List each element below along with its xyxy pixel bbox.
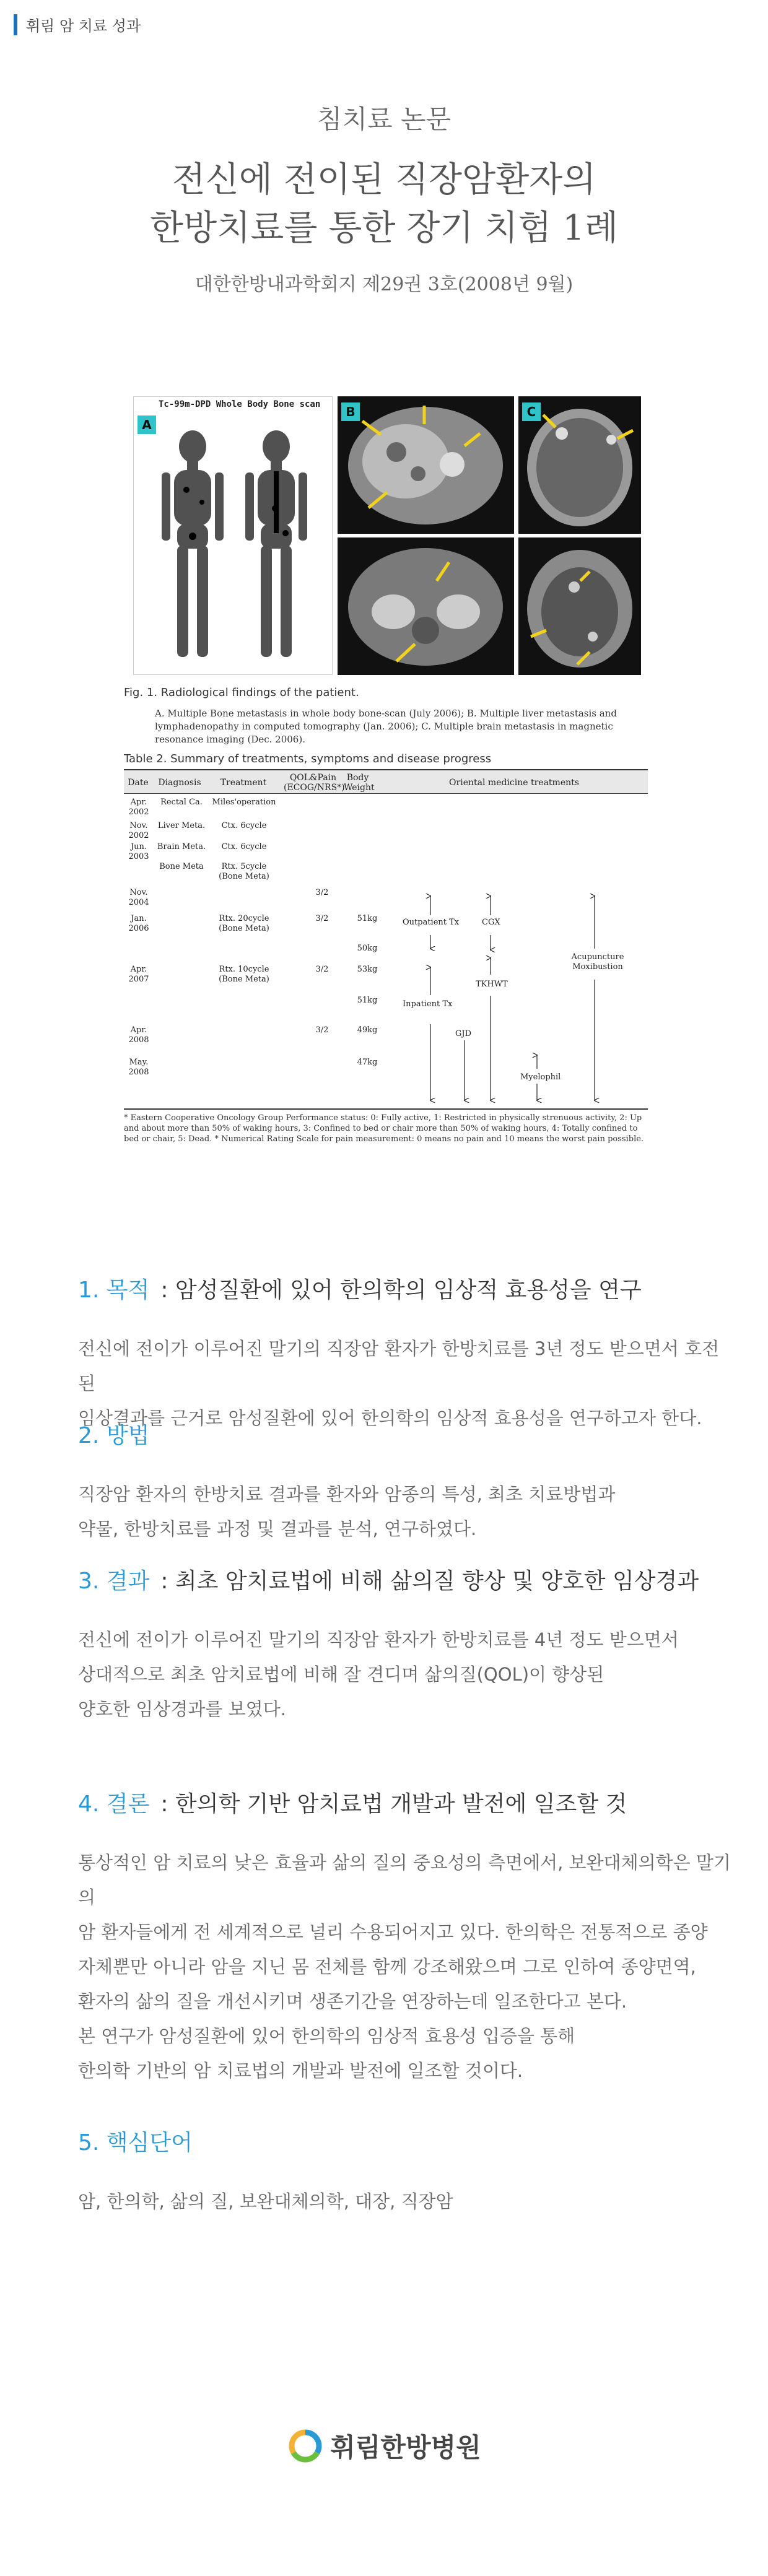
col-header-weight: Body Weight xyxy=(344,773,375,793)
paper-title-line-1: 전신에 전이된 직장암환자의 xyxy=(172,160,596,200)
table-cell-treatment: Rtx. 10cycle (Bone Meta) xyxy=(219,965,269,984)
figure-1 xyxy=(133,396,641,675)
table-cell-weight: 47kg xyxy=(357,1058,378,1067)
section-subtitle: : 한의학 기반 암치료법 개발과 발전에 일조할 것 xyxy=(160,1791,627,1817)
table-2-caption: Table 2. Summary of treatments, symptoms and disease progress xyxy=(124,752,492,765)
section-body: 직장암 환자의 한방치료 결과를 환자와 암종의 특성, 최초 치료방법과 약물, 한방치료를 과정 및 결과를 분석, 연구하였다. xyxy=(78,1484,616,1539)
table-cell-weight: 49kg xyxy=(357,1025,378,1035)
journal-citation: 대한한방내과학회지 제29권 3호(2008년 9월) xyxy=(194,274,574,295)
table-2-note: * Eastern Cooperative Oncology Group Performance status: 0: Fully active, 1: Restricted in physically strenuous activity, 2: Up and about more than 50% of waking hours, 3: Confined to bed or chair more than 50% of waking hours, 4: Totally confined to bed or chair, 5: Dead. * Numerical Rating Scale for pain measurement: 0 means no pain and 10 means the worst pain possible. xyxy=(124,1113,644,1144)
section-number: 5. 핵심단어 xyxy=(78,2130,193,2156)
figure-1-description: A. Multiple Bone metastasis in whole body bone-scan (July 2006); B. Multiple liver metastasis and lymphadenopathy in computed tomography (Jan. 2006); C. Multiple brain metastasis in magnetic resonance imaging (Dec. 2006). xyxy=(155,708,617,745)
col-header-oriental: Oriental medicine treatments xyxy=(449,778,579,788)
section-number: 3. 결과 xyxy=(78,1569,150,1594)
table-cell-treatment: Ctx. 6cycle xyxy=(221,821,267,830)
table-cell-weight: 51kg xyxy=(357,914,378,923)
paper-kicker: 침치료 논문 xyxy=(316,104,452,134)
section-number: 4. 결론 xyxy=(78,1791,150,1817)
table-cell-treatment: Rtx. 20cycle (Bone Meta) xyxy=(219,914,269,933)
table-2 xyxy=(124,769,648,1116)
section-title xyxy=(78,1273,642,1304)
table-cell-date: Apr. 2007 xyxy=(128,965,149,984)
section-subtitle: : 암성질환에 있어 한의학의 임상적 효용성을 연구 xyxy=(160,1277,642,1303)
table-cell-diagnosis: Liver Meta. xyxy=(157,821,206,830)
mri-brain-panel-2 xyxy=(518,537,641,675)
label-outpatient: Outpatient Tx xyxy=(403,918,460,927)
label-cgx: CGX xyxy=(482,918,500,927)
paper-title xyxy=(0,156,768,253)
logo-ring-icon xyxy=(287,2427,324,2465)
table-cell-qol: 3/2 xyxy=(315,965,329,974)
table-cell-date: Jan. 2006 xyxy=(128,914,149,933)
col-header-qol: QOL&Pain (ECOG/NRS*) xyxy=(284,773,345,793)
table-cell-diagnosis: Rectal Ca. xyxy=(160,798,203,807)
bone-scan-panel xyxy=(133,396,333,675)
section-title xyxy=(78,1418,149,1450)
breadcrumb-accent-bar xyxy=(14,14,17,35)
section-subtitle: : 최초 암치료법에 비해 삶의질 향상 및 양호한 임상경과 xyxy=(160,1569,699,1594)
panel-tag-a: A xyxy=(137,416,156,434)
logo-text: 휘림한방병원 xyxy=(330,2432,481,2463)
ct-pelvis-image xyxy=(338,537,514,675)
table-cell-date: May. 2008 xyxy=(128,1058,149,1077)
section-body: 암, 한의학, 삶의 질, 보완대체의학, 대장, 직장암 xyxy=(78,2191,453,2212)
ct-liver-panel xyxy=(338,396,514,534)
table-cell-treatment: Miles'operation xyxy=(212,798,276,807)
table-cell-date: Apr. 2002 xyxy=(128,798,149,817)
table-cell-date: Jun. 2003 xyxy=(128,842,149,861)
section-number: 1. 목적 xyxy=(78,1277,150,1303)
table-cell-qol: 3/2 xyxy=(315,1025,329,1035)
col-header-treatment: Treatment xyxy=(220,778,267,788)
section-body: 전신에 전이가 이루어진 말기의 직장암 환자가 한방치료를 4년 정도 받으면서 상대적으로 최초 암치료법에 비해 잘 견디며 삶의질(QOL)이 향상된 양호한 임상경과를 보였다. xyxy=(78,1629,679,1720)
label-tkhwt: TKHWT xyxy=(476,980,508,989)
table-cell-date: Apr. 2008 xyxy=(128,1025,149,1045)
breadcrumb xyxy=(14,14,141,35)
section-title xyxy=(78,1786,627,1818)
label-acupuncture: Acupuncture Moxibustion xyxy=(571,952,624,972)
oriental-timeline xyxy=(124,769,648,1116)
figure-1-caption: Fig. 1. Radiological findings of the patient. xyxy=(124,686,359,699)
ct-liver-image xyxy=(338,396,514,534)
section-title xyxy=(78,1564,699,1595)
label-myelophil: Myelophil xyxy=(520,1073,561,1082)
label-gjd: GJD xyxy=(455,1029,472,1038)
col-header-diagnosis: Diagnosis xyxy=(158,778,201,788)
bone-scan-image xyxy=(134,397,333,675)
label-inpatient: Inpatient Tx xyxy=(403,999,453,1009)
table-cell-weight: 51kg xyxy=(357,996,378,1005)
table-cell-weight: 53kg xyxy=(357,965,378,974)
paper-title-line-2: 한방치료를 통한 장기 치험 1례 xyxy=(150,208,618,248)
table-cell-diagnosis: Brain Meta. xyxy=(157,842,206,851)
section-title xyxy=(78,2125,193,2157)
panel-tag-b: B xyxy=(341,402,360,421)
section-body: 전신에 전이가 이루어진 말기의 직장암 환자가 한방치료를 3년 정도 받으면서 호전된 임상결과를 근거로 암성질환에 있어 한의학의 임상적 효용성을 연구하고자 한다. xyxy=(78,1338,720,1429)
hospital-logo xyxy=(0,2427,768,2465)
section-number: 2. 방법 xyxy=(78,1423,150,1448)
table-cell-qol: 3/2 xyxy=(315,914,329,923)
table-cell-diagnosis: Bone Meta xyxy=(159,862,204,871)
bone-scan-label: Tc-99m-DPD Whole Body Bone scan xyxy=(159,399,321,409)
section-body: 통상적인 암 치료의 낮은 효율과 삶의 질의 중요성의 측면에서, 보완대체의학은 말기의 암 환자들에게 전 세계적으로 널리 수용되어지고 있다. 한의학은 전통적으로 종양 자체뿐만 아니라 암을 지닌 몸 전체를 함께 강조해왔으며 그로 인하여 종양면역, 환자의 삶의 질을 개선시키며 생존기간을 연장하는데 일조한다고 본다. 본 연구가 암성질환에 있어 한의학의 임상적 효용성 입증을 통해 한의학 기반의 암 치료법의 개발과 발전에 일조할 것이다. xyxy=(78,1852,731,2081)
table-cell-qol: 3/2 xyxy=(315,888,329,897)
table-cell-treatment: Ctx. 6cycle xyxy=(221,842,267,851)
table-cell-date: Nov. 2002 xyxy=(128,821,149,840)
breadcrumb-label: 휘림 암 치료 성과 xyxy=(26,17,141,35)
col-header-date: Date xyxy=(128,778,149,788)
table-cell-treatment: Rtx. 5cycle (Bone Meta) xyxy=(219,862,269,881)
table-cell-weight: 50kg xyxy=(357,944,378,953)
panel-tag-c: C xyxy=(522,402,541,421)
table-2-bottom-rule xyxy=(124,1108,648,1110)
mri-brain-image-2 xyxy=(518,537,641,675)
ct-pelvis-panel xyxy=(338,537,514,675)
mri-brain-panel-1 xyxy=(518,396,641,534)
table-cell-date: Nov. 2004 xyxy=(128,888,149,907)
